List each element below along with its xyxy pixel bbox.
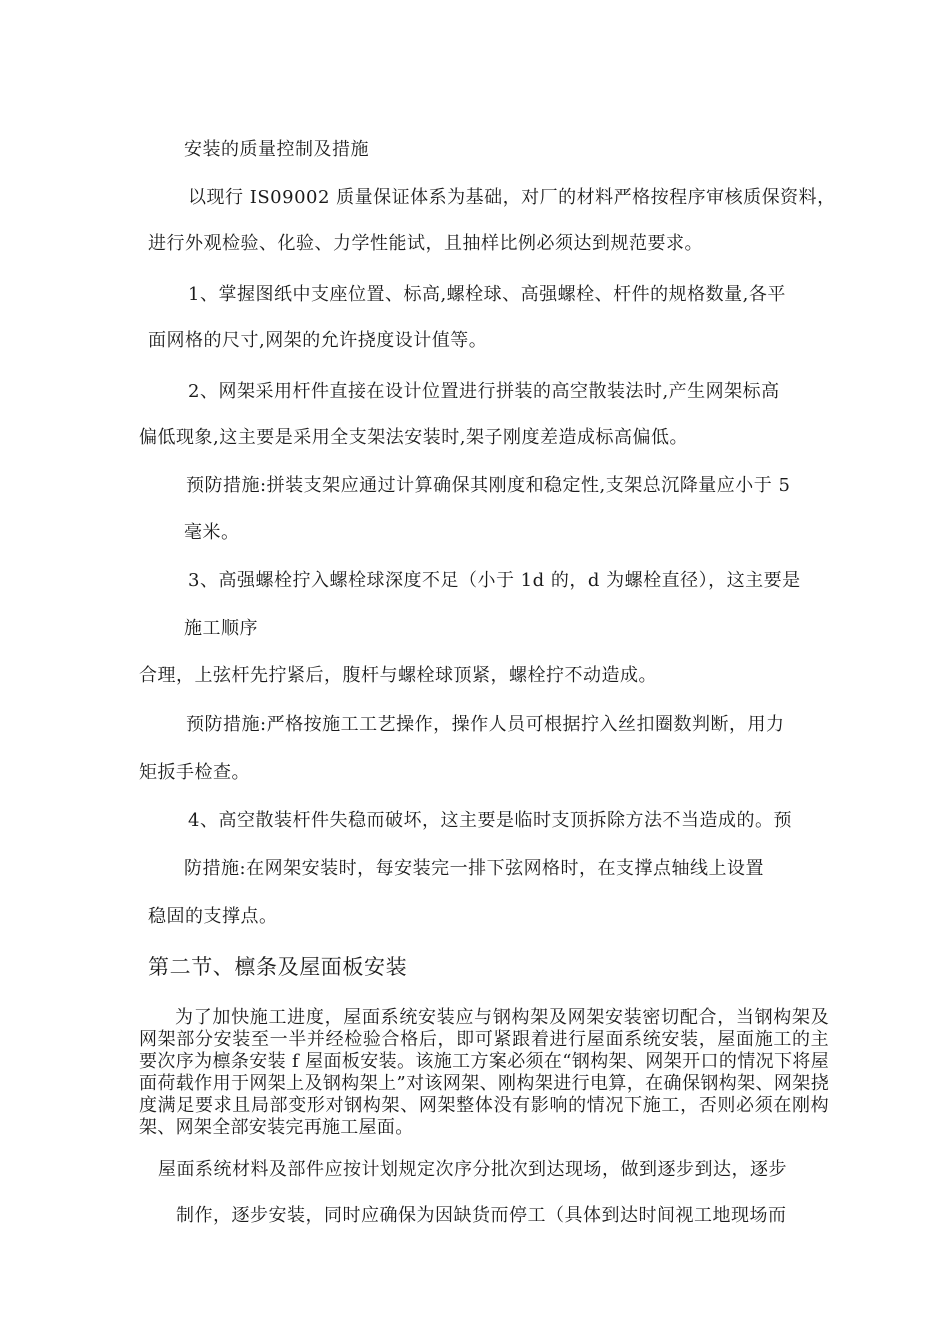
text-line: 预防措施:拼装支架应通过计算确保其刚度和稳定性,支架总沉降量应小于 5	[186, 475, 791, 496]
text-line: 4、高空散装杆件失稳而破坏，这主要是临时支顶拆除方法不当造成的。预	[188, 810, 792, 831]
text-line: 偏低现象,这主要是采用全支架法安装时,架子刚度差造成标高偏低。	[139, 427, 688, 448]
text-line: 稳固的支撑点。	[148, 906, 278, 927]
text-line: 制作，逐步安装，同时应确保为因缺货而停工（具体到达时间视工地现场而	[176, 1205, 787, 1226]
text-line: 3、高强螺栓拧入螺栓球深度不足（小于 1d 的，d 为螺栓直径），这主要是	[188, 570, 801, 591]
text-line: 1、掌握图纸中支座位置、标高,螺栓球、高强螺栓、杆件的规格数量,各平	[188, 284, 786, 305]
text-line: 2、网架采用杆件直接在设计位置进行拼装的高空散装法时,产生网架标高	[188, 381, 780, 402]
text-line: 屋面系统材料及部件应按计划规定次序分批次到达现场，做到逐步到达，逐步	[158, 1159, 787, 1180]
text-line: 合理，上弦杆先拧紧后，腹杆与螺栓球顶紧，螺栓拧不动造成。	[139, 665, 657, 686]
text-line: 面网格的尺寸,网架的允许挠度设计值等。	[148, 330, 488, 351]
text-line: 矩扳手检查。	[139, 762, 250, 783]
section-paragraph: 为了加快施工进度，屋面系统安装应与钢构架及网架安装密切配合，当钢构架及网架部分安装至一半并经检验合格后，即可紧跟着进行屋面系统安装，屋面施工的主要次序为檩条安装 f 屋面板安装。该施工方案必须在“钢构架、网架开口的情况下将屋面荷载作用于网架上及钢构架上”对该网架、刚构架进行电算，在确保钢构架、网架挠度满足要求且局部变形对钢构架、网架整体没有影响的情况下施工，否则必须在刚构架、网架全部安装完再施工屋面。	[139, 1007, 829, 1138]
text-line: 毫米。	[184, 522, 240, 543]
text-line: 预防措施:严格按施工工艺操作，操作人员可根据拧入丝扣圈数判断，用力	[186, 714, 785, 735]
text-line: 以现行 IS09002 质量保证体系为基础，对厂的材料严格按程序审核质保资料，	[188, 187, 836, 208]
text-line: 防措施:在网架安装时，每安装完一排下弦网格时，在支撑点轴线上设置	[184, 858, 765, 879]
text-line: 进行外观检验、化验、力学性能试，且抽样比例必须达到规范要求。	[148, 233, 703, 254]
text-line: 施工顺序	[184, 618, 258, 639]
text-line-title: 安装的质量控制及措施	[184, 139, 369, 160]
section-heading: 第二节、檩条及屋面板安装	[148, 955, 408, 979]
